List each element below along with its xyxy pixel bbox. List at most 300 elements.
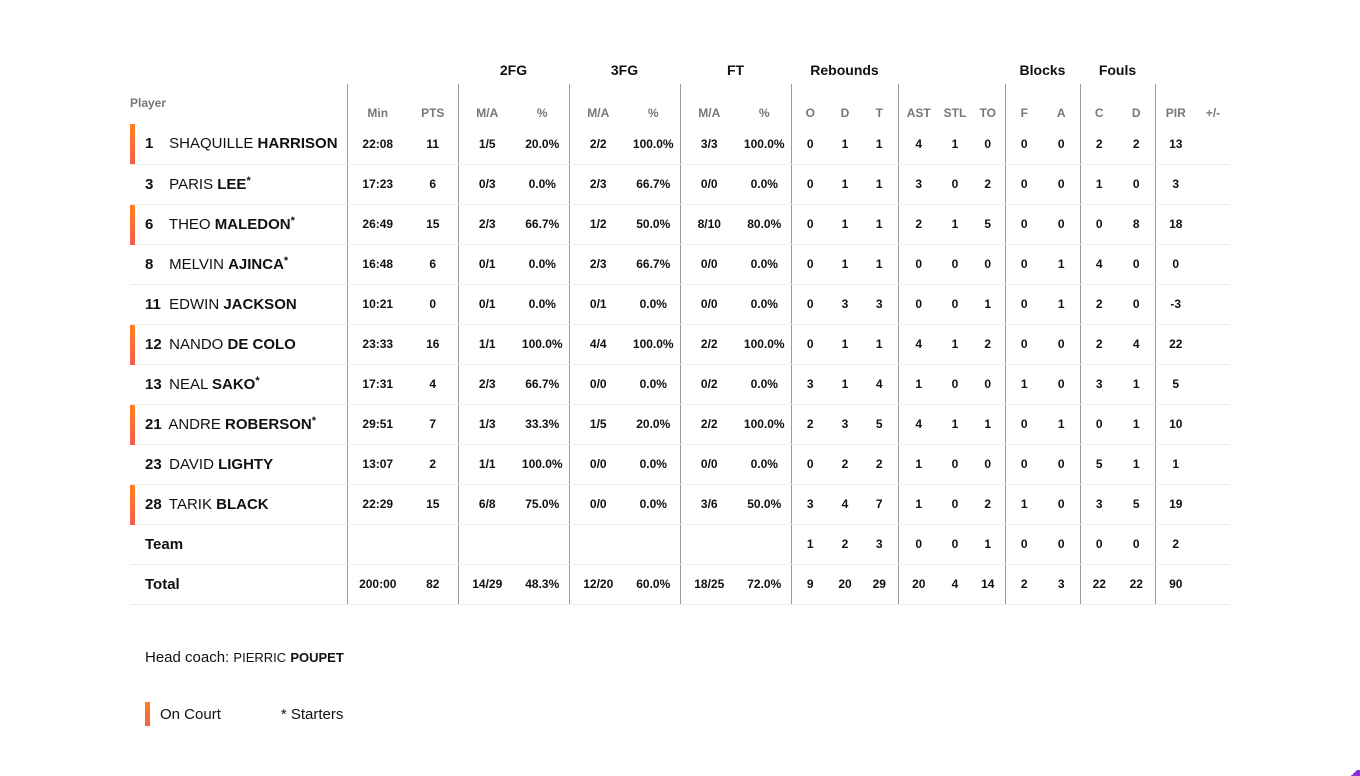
stat-stl: 0 <box>939 524 971 564</box>
stat-ast: 4 <box>898 124 939 164</box>
stat-ft-pct: 100.0% <box>738 404 791 444</box>
stat-blk-a: 0 <box>1043 204 1080 244</box>
header-blk-f[interactable]: F <box>1005 84 1043 124</box>
stat-pir: 0 <box>1155 244 1196 284</box>
head-coach-label: Head coach: <box>145 649 230 666</box>
stat-reb-o: 9 <box>791 564 829 604</box>
stat-reb-d: 1 <box>829 324 861 364</box>
stat-foul-c: 22 <box>1080 564 1118 604</box>
player-last-name[interactable]: DE COLO <box>227 335 296 353</box>
header-blk-a[interactable]: A <box>1056 106 1066 120</box>
stat-reb-d: 20 <box>829 564 861 604</box>
stat-fg3-pct: 0.0% <box>627 284 680 324</box>
stat-blk-a: 0 <box>1043 444 1080 484</box>
stat-reb-o: 0 <box>791 284 829 324</box>
stat-reb-o: 0 <box>791 204 829 244</box>
player-row[interactable] <box>130 444 1230 484</box>
stat-ft-pct: 50.0% <box>738 484 791 524</box>
stat-ft-pct: 0.0% <box>738 444 791 484</box>
player-row[interactable] <box>130 284 1230 324</box>
stat-reb-o: 3 <box>791 364 829 404</box>
stat-reb-t: 1 <box>861 204 898 244</box>
player-first-name: ANDRE <box>168 415 221 433</box>
player-first-name: NEAL <box>169 375 208 393</box>
stat-fg3-pct: 100.0% <box>627 324 680 364</box>
player-cell[interactable] <box>130 124 347 164</box>
stat-blk-f: 0 <box>1005 244 1043 284</box>
stat-fg2-pct: 33.3% <box>516 404 569 444</box>
stat-fg2-ma: 0/1 <box>458 244 516 284</box>
stat-reb-o: 0 <box>791 244 829 284</box>
player-cell[interactable] <box>130 164 347 204</box>
on-court-indicator-icon <box>145 702 150 726</box>
stat-ast: 0 <box>898 244 939 284</box>
stat-to: 5 <box>971 204 1005 244</box>
stat-fg2-pct: 48.3% <box>516 564 569 604</box>
header-ft-ma[interactable]: M/A <box>680 84 738 124</box>
header-foul-d[interactable]: D <box>1131 106 1141 120</box>
stat-reb-o: 3 <box>791 484 829 524</box>
stat-foul-c: 2 <box>1080 124 1118 164</box>
player-rows <box>130 124 1230 604</box>
stat-blk-f: 0 <box>1005 124 1043 164</box>
player-row[interactable] <box>130 204 1230 244</box>
stat-stl: 0 <box>939 244 971 284</box>
header-ast[interactable]: AST <box>898 84 939 124</box>
player-first-name: THEO <box>168 215 211 233</box>
stat-foul-c: 0 <box>1080 404 1118 444</box>
stat-foul-c: 1 <box>1080 164 1118 204</box>
stat-pir: 19 <box>1155 484 1196 524</box>
player-last-name[interactable]: AJINCA <box>228 255 284 273</box>
stat-fg2-pct: 75.0% <box>516 484 569 524</box>
stat-fg3-pct: 0.0% <box>627 484 680 524</box>
team-row <box>130 524 1230 564</box>
player-number: 1 <box>145 135 154 153</box>
stat-blk-f: 0 <box>1005 324 1043 364</box>
stat-reb-t: 1 <box>861 164 898 204</box>
stat-pir: 5 <box>1155 364 1196 404</box>
stat-ft-ma <box>680 524 738 564</box>
corner-decoration <box>1348 770 1360 776</box>
stat-blk-f: 0 <box>1005 164 1043 204</box>
stat-plusminus <box>1196 324 1230 364</box>
stat-min: 10:21 <box>347 284 408 324</box>
stat-ast: 1 <box>898 444 939 484</box>
stat-reb-t: 2 <box>861 444 898 484</box>
header-2fg-ma[interactable]: M/A <box>458 84 516 124</box>
stat-to: 1 <box>971 404 1005 444</box>
stat-reb-t: 1 <box>861 324 898 364</box>
stat-pir: 10 <box>1155 404 1196 444</box>
player-first-name: SHAQUILLE <box>169 135 254 153</box>
stat-reb-d: 4 <box>829 484 861 524</box>
stat-fg3-pct <box>627 524 680 564</box>
starter-marker: * <box>246 174 251 187</box>
stat-fg2-pct: 66.7% <box>516 364 569 404</box>
stat-plusminus <box>1196 204 1230 244</box>
header-pir[interactable]: PIR <box>1155 84 1196 124</box>
stat-blk-f: 1 <box>1005 484 1043 524</box>
stat-reb-t: 1 <box>861 244 898 284</box>
stat-fg3-ma: 2/3 <box>569 164 627 204</box>
total-row <box>130 564 1230 604</box>
stat-blk-f: 1 <box>1005 364 1043 404</box>
stat-min <box>347 524 408 564</box>
stat-reb-d: 1 <box>829 364 861 404</box>
stat-ft-ma: 0/0 <box>680 444 738 484</box>
header-stl[interactable]: STL <box>943 106 967 120</box>
stat-fg3-ma: 1/2 <box>569 204 627 244</box>
stat-to: 0 <box>971 444 1005 484</box>
stat-fg3-ma: 1/5 <box>569 404 627 444</box>
stat-reb-d: 3 <box>829 284 861 324</box>
stat-reb-d: 1 <box>829 204 861 244</box>
group-blocks: Blocks <box>1019 62 1066 78</box>
stat-min: 17:31 <box>347 364 408 404</box>
stat-pts: 15 <box>408 484 458 524</box>
stat-foul-c: 0 <box>1080 524 1118 564</box>
stat-to: 14 <box>971 564 1005 604</box>
stat-foul-c: 3 <box>1080 364 1118 404</box>
stat-blk-a: 0 <box>1043 324 1080 364</box>
stat-min: 29:51 <box>347 404 408 444</box>
player-row[interactable] <box>130 364 1230 404</box>
stat-to: 1 <box>971 524 1005 564</box>
stat-foul-d: 2 <box>1118 124 1155 164</box>
legend <box>145 702 343 726</box>
stat-blk-a: 0 <box>1043 524 1080 564</box>
stat-ft-pct: 0.0% <box>738 164 791 204</box>
boxscore-table-container <box>130 58 1230 605</box>
head-coach-last-name: POUPET <box>290 650 344 665</box>
head-coach <box>145 649 344 666</box>
stat-pts: 0 <box>408 284 458 324</box>
team-label: Team <box>130 524 347 564</box>
player-cell[interactable] <box>130 404 347 444</box>
stat-fg2-ma: 0/3 <box>458 164 516 204</box>
stat-ft-ma: 3/3 <box>680 124 738 164</box>
player-number: 12 <box>145 335 162 353</box>
player-number: 3 <box>145 175 154 193</box>
player-last-name[interactable]: JACKSON <box>223 295 297 313</box>
player-cell[interactable] <box>130 284 347 324</box>
header-reb-t[interactable]: T <box>875 106 883 120</box>
stat-reb-o: 1 <box>791 524 829 564</box>
player-cell[interactable] <box>130 244 347 284</box>
on-court-indicator-icon <box>130 205 135 245</box>
stat-foul-d: 1 <box>1118 364 1155 404</box>
stat-fg2-ma <box>458 524 516 564</box>
header-to[interactable]: TO <box>979 106 996 120</box>
stat-blk-a: 1 <box>1043 244 1080 284</box>
stat-pts: 4 <box>408 364 458 404</box>
stat-ft-ma: 2/2 <box>680 324 738 364</box>
header-foul-c[interactable]: C <box>1080 84 1118 124</box>
starter-marker: * <box>311 414 316 427</box>
stat-stl: 0 <box>939 364 971 404</box>
stat-blk-a: 0 <box>1043 164 1080 204</box>
stat-fg3-pct: 60.0% <box>627 564 680 604</box>
stat-pir: 13 <box>1155 124 1196 164</box>
stat-foul-d: 0 <box>1118 524 1155 564</box>
player-row[interactable] <box>130 404 1230 444</box>
player-cell[interactable] <box>130 204 347 244</box>
on-court-indicator-icon <box>130 124 135 164</box>
stat-fg3-ma: 0/0 <box>569 484 627 524</box>
stat-ast: 1 <box>898 364 939 404</box>
stat-ft-pct: 72.0% <box>738 564 791 604</box>
stat-plusminus <box>1196 564 1230 604</box>
player-last-name[interactable]: LIGHTY <box>218 455 274 473</box>
stat-fg3-ma: 4/4 <box>569 324 627 364</box>
stat-ast: 4 <box>898 324 939 364</box>
stat-ast: 20 <box>898 564 939 604</box>
player-last-name[interactable]: ROBERSON <box>225 415 312 433</box>
stat-stl: 1 <box>939 324 971 364</box>
stat-plusminus <box>1196 404 1230 444</box>
stat-reb-o: 0 <box>791 164 829 204</box>
stat-fg2-pct: 66.7% <box>516 204 569 244</box>
player-row[interactable] <box>130 124 1230 164</box>
stat-pts <box>408 524 458 564</box>
column-header-row <box>130 84 1230 124</box>
stat-plusminus <box>1196 524 1230 564</box>
stat-fg2-pct: 100.0% <box>516 324 569 364</box>
stat-fg3-pct: 66.7% <box>627 164 680 204</box>
stat-fg3-ma: 0/0 <box>569 364 627 404</box>
player-last-name[interactable]: MALEDON <box>214 215 291 233</box>
stat-to: 2 <box>971 164 1005 204</box>
player-last-name[interactable]: BLACK <box>216 495 269 513</box>
stat-fg2-pct: 0.0% <box>516 244 569 284</box>
player-row[interactable] <box>130 324 1230 364</box>
stat-min: 22:08 <box>347 124 408 164</box>
stat-ft-ma: 2/2 <box>680 404 738 444</box>
stat-pts: 15 <box>408 204 458 244</box>
stat-min: 200:00 <box>347 564 408 604</box>
starter-marker: * <box>283 254 289 267</box>
stat-ast: 3 <box>898 164 939 204</box>
player-cell[interactable] <box>130 444 347 484</box>
stat-ast: 0 <box>898 524 939 564</box>
stat-pir: 3 <box>1155 164 1196 204</box>
stat-fg3-pct: 20.0% <box>627 404 680 444</box>
player-first-name: MELVIN <box>169 255 224 273</box>
stat-reb-d: 1 <box>829 244 861 284</box>
group-2fg: 2FG <box>499 62 528 78</box>
stat-foul-c: 2 <box>1080 324 1118 364</box>
stat-fg2-ma: 1/1 <box>458 324 516 364</box>
on-court-indicator-icon <box>130 405 135 445</box>
stat-ft-pct: 0.0% <box>738 244 791 284</box>
header-reb-d[interactable]: D <box>840 106 850 120</box>
stat-plusminus <box>1196 484 1230 524</box>
stat-fg3-pct: 50.0% <box>627 204 680 244</box>
player-cell[interactable] <box>130 324 347 364</box>
stat-blk-a: 1 <box>1043 284 1080 324</box>
header-player[interactable]: Player <box>130 96 167 110</box>
header-2fg-pct[interactable]: % <box>536 106 548 120</box>
stat-pts: 2 <box>408 444 458 484</box>
stat-min: 23:33 <box>347 324 408 364</box>
boxscore-table <box>130 84 1230 605</box>
stat-blk-a: 0 <box>1043 364 1080 404</box>
stat-stl: 1 <box>939 404 971 444</box>
stat-pts: 11 <box>408 124 458 164</box>
stat-fg3-ma: 2/3 <box>569 244 627 284</box>
group-fouls: Fouls <box>1098 62 1137 78</box>
stat-fg2-ma: 1/3 <box>458 404 516 444</box>
stat-plusminus <box>1196 364 1230 404</box>
on-court-indicator-icon <box>130 325 135 365</box>
group-rebounds: Rebounds <box>810 62 879 78</box>
player-first-name: EDWIN <box>169 295 220 313</box>
stat-min: 16:48 <box>347 244 408 284</box>
player-row[interactable] <box>130 244 1230 284</box>
stat-fg3-pct: 0.0% <box>627 364 680 404</box>
stat-stl: 1 <box>939 204 971 244</box>
stat-blk-a: 3 <box>1043 564 1080 604</box>
starter-marker: * <box>255 374 260 387</box>
stat-to: 0 <box>971 244 1005 284</box>
stat-to: 0 <box>971 124 1005 164</box>
stat-foul-d: 5 <box>1118 484 1155 524</box>
player-number: 11 <box>145 295 161 313</box>
stat-ft-pct: 0.0% <box>738 364 791 404</box>
stat-foul-d: 4 <box>1118 324 1155 364</box>
stat-pir: 18 <box>1155 204 1196 244</box>
stat-reb-d: 1 <box>829 124 861 164</box>
stat-ft-pct: 80.0% <box>738 204 791 244</box>
stat-reb-t: 1 <box>861 124 898 164</box>
stat-fg2-pct: 0.0% <box>516 164 569 204</box>
stat-stl: 0 <box>939 484 971 524</box>
on-court-indicator-icon <box>130 485 135 525</box>
header-plusminus[interactable]: +/- <box>1205 106 1221 120</box>
stat-reb-t: 29 <box>861 564 898 604</box>
stat-pts: 16 <box>408 324 458 364</box>
stat-foul-c: 4 <box>1080 244 1118 284</box>
stat-foul-c: 2 <box>1080 284 1118 324</box>
stat-fg2-ma: 0/1 <box>458 284 516 324</box>
total-label: Total <box>130 564 347 604</box>
stat-to: 2 <box>971 324 1005 364</box>
legend-on-court: On Court <box>160 705 221 723</box>
stat-stl: 1 <box>939 124 971 164</box>
stat-foul-c: 5 <box>1080 444 1118 484</box>
stat-reb-o: 2 <box>791 404 829 444</box>
player-first-name: TARIK <box>168 495 212 513</box>
stat-fg2-ma: 14/29 <box>458 564 516 604</box>
stat-to: 2 <box>971 484 1005 524</box>
stat-fg2-ma: 6/8 <box>458 484 516 524</box>
stat-plusminus <box>1196 284 1230 324</box>
stat-fg3-ma <box>569 524 627 564</box>
head-coach-first-name: PIERRIC <box>233 650 287 665</box>
stat-fg3-pct: 66.7% <box>627 244 680 284</box>
player-cell[interactable] <box>130 364 347 404</box>
stat-ft-pct: 100.0% <box>738 324 791 364</box>
stat-stl: 0 <box>939 284 971 324</box>
stat-pir: 90 <box>1155 564 1196 604</box>
stat-fg2-pct: 0.0% <box>516 284 569 324</box>
player-number: 23 <box>145 455 162 473</box>
stat-reb-d: 1 <box>829 164 861 204</box>
stat-foul-d: 22 <box>1118 564 1155 604</box>
stat-min: 26:49 <box>347 204 408 244</box>
stat-pir: 2 <box>1155 524 1196 564</box>
stat-fg3-ma: 12/20 <box>569 564 627 604</box>
player-row[interactable] <box>130 164 1230 204</box>
stat-ft-ma: 8/10 <box>680 204 738 244</box>
player-last-name[interactable]: SAKO <box>211 375 256 393</box>
player-first-name: DAVID <box>169 455 214 473</box>
header-reb-o[interactable]: O <box>791 84 829 124</box>
stat-foul-d: 0 <box>1118 164 1155 204</box>
stat-ft-ma: 3/6 <box>680 484 738 524</box>
group-ft: FT <box>726 62 745 78</box>
stat-reb-d: 2 <box>829 524 861 564</box>
stat-pir: 1 <box>1155 444 1196 484</box>
stat-stl: 4 <box>939 564 971 604</box>
stat-fg3-pct: 100.0% <box>627 124 680 164</box>
stat-fg2-pct: 20.0% <box>516 124 569 164</box>
header-ft-pct[interactable]: % <box>758 106 770 120</box>
stat-foul-d: 1 <box>1118 404 1155 444</box>
stat-ast: 2 <box>898 204 939 244</box>
stat-fg2-ma: 2/3 <box>458 204 516 244</box>
stat-ft-ma: 0/0 <box>680 244 738 284</box>
stat-fg2-ma: 1/1 <box>458 444 516 484</box>
player-first-name: PARIS <box>169 175 214 193</box>
stat-pir: 22 <box>1155 324 1196 364</box>
stat-blk-f: 0 <box>1005 524 1043 564</box>
header-pts[interactable]: PTS <box>421 106 445 120</box>
header-3fg-pct[interactable]: % <box>647 106 659 120</box>
stat-pts: 82 <box>408 564 458 604</box>
stat-stl: 0 <box>939 444 971 484</box>
stat-blk-f: 0 <box>1005 284 1043 324</box>
player-last-name[interactable]: LEE <box>217 175 247 193</box>
header-min[interactable]: Min <box>347 84 408 124</box>
stat-ast: 4 <box>898 404 939 444</box>
stat-plusminus <box>1196 444 1230 484</box>
stat-to: 1 <box>971 284 1005 324</box>
player-number: 13 <box>145 375 162 393</box>
player-number: 6 <box>145 215 154 233</box>
stat-reb-t: 3 <box>861 284 898 324</box>
stat-ft-pct: 100.0% <box>738 124 791 164</box>
player-last-name[interactable]: HARRISON <box>257 135 338 153</box>
stat-blk-f: 0 <box>1005 404 1043 444</box>
player-row[interactable] <box>130 484 1230 524</box>
stat-fg3-pct: 0.0% <box>627 444 680 484</box>
player-number: 28 <box>145 495 162 513</box>
header-3fg-ma[interactable]: M/A <box>569 84 627 124</box>
stat-ft-pct: 0.0% <box>738 284 791 324</box>
stat-fg2-pct <box>516 524 569 564</box>
stat-fg3-ma: 0/1 <box>569 284 627 324</box>
stat-foul-d: 8 <box>1118 204 1155 244</box>
stat-foul-c: 3 <box>1080 484 1118 524</box>
player-cell[interactable] <box>130 484 347 524</box>
stat-reb-o: 0 <box>791 444 829 484</box>
stat-pts: 6 <box>408 244 458 284</box>
stat-reb-o: 0 <box>791 324 829 364</box>
stat-blk-f: 2 <box>1005 564 1043 604</box>
column-group-header <box>130 58 1230 84</box>
